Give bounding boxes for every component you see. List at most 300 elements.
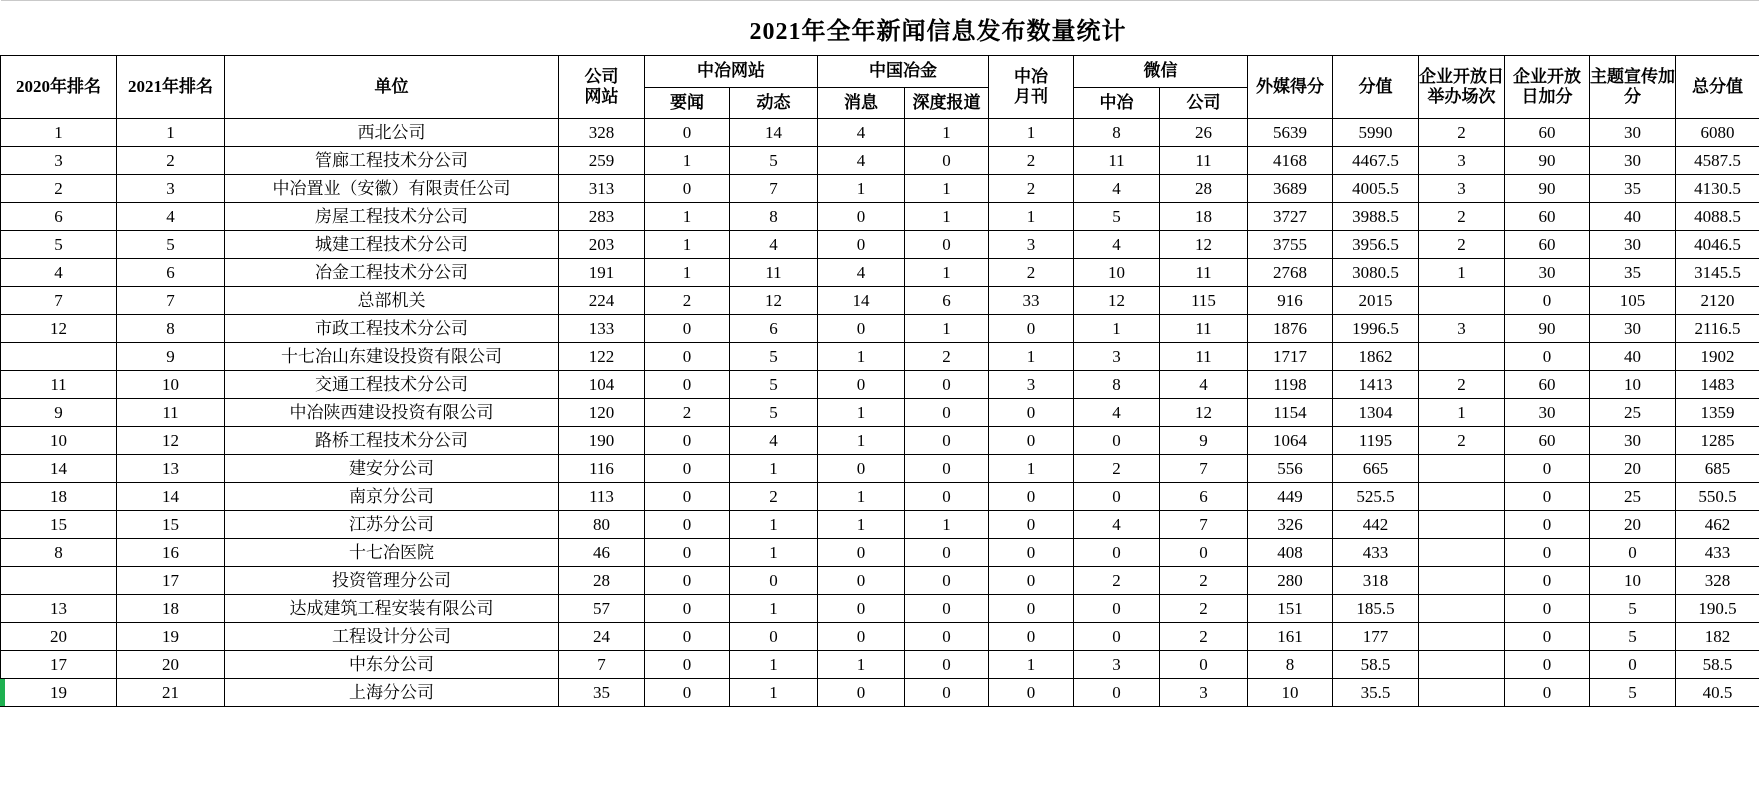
cell-xiaoxi[interactable]: 0 (818, 371, 905, 399)
cell-rank_2021[interactable]: 4 (117, 203, 225, 231)
cell-total[interactable]: 2116.5 (1676, 315, 1759, 343)
cell-open_day_bonus[interactable]: 0 (1505, 287, 1590, 315)
cell-yaowen[interactable]: 0 (645, 315, 730, 343)
cell-rank_2020[interactable]: 4 (1, 259, 117, 287)
cell-open_day_bonus[interactable]: 0 (1505, 623, 1590, 651)
cell-company_website[interactable]: 46 (559, 539, 645, 567)
cell-company_website[interactable]: 328 (559, 119, 645, 147)
cell-score[interactable]: 1304 (1333, 399, 1419, 427)
cell-wechat_company[interactable]: 2 (1160, 567, 1248, 595)
cell-total[interactable]: 550.5 (1676, 483, 1759, 511)
cell-xiaoxi[interactable]: 0 (818, 455, 905, 483)
cell-dongtai[interactable]: 4 (730, 231, 818, 259)
cell-total[interactable]: 182 (1676, 623, 1759, 651)
cell-wechat_mcc[interactable]: 4 (1074, 231, 1160, 259)
cell-open_day_sessions[interactable] (1419, 623, 1505, 651)
cell-shendu[interactable]: 0 (905, 231, 989, 259)
cell-total[interactable]: 2120 (1676, 287, 1759, 315)
cell-unit[interactable]: 总部机关 (225, 287, 559, 315)
cell-total[interactable]: 1483 (1676, 371, 1759, 399)
cell-open_day_sessions[interactable] (1419, 287, 1505, 315)
cell-xiaoxi[interactable]: 1 (818, 483, 905, 511)
cell-unit[interactable]: 上海分公司 (225, 679, 559, 707)
cell-foreign_media[interactable]: 1717 (1248, 343, 1333, 371)
cell-theme_bonus[interactable]: 0 (1590, 651, 1676, 679)
cell-rank_2020[interactable]: 6 (1, 203, 117, 231)
cell-xiaoxi[interactable]: 1 (818, 175, 905, 203)
cell-score[interactable]: 4005.5 (1333, 175, 1419, 203)
cell-open_day_bonus[interactable]: 60 (1505, 427, 1590, 455)
cell-company_website[interactable]: 24 (559, 623, 645, 651)
cell-xiaoxi[interactable]: 0 (818, 203, 905, 231)
cell-monthly[interactable]: 0 (989, 567, 1074, 595)
cell-score[interactable]: 525.5 (1333, 483, 1419, 511)
cell-theme_bonus[interactable]: 35 (1590, 175, 1676, 203)
cell-wechat_mcc[interactable]: 0 (1074, 623, 1160, 651)
cell-theme_bonus[interactable]: 5 (1590, 679, 1676, 707)
cell-monthly[interactable]: 3 (989, 231, 1074, 259)
cell-total[interactable]: 190.5 (1676, 595, 1759, 623)
header-shendu-baodao[interactable]: 深度报道 (905, 88, 989, 119)
cell-xiaoxi[interactable]: 4 (818, 259, 905, 287)
cell-monthly[interactable]: 0 (989, 595, 1074, 623)
cell-dongtai[interactable]: 8 (730, 203, 818, 231)
cell-open_day_sessions[interactable]: 1 (1419, 399, 1505, 427)
cell-foreign_media[interactable]: 3727 (1248, 203, 1333, 231)
cell-unit[interactable]: 建安分公司 (225, 455, 559, 483)
cell-total[interactable]: 433 (1676, 539, 1759, 567)
cell-company_website[interactable]: 191 (559, 259, 645, 287)
cell-score[interactable]: 433 (1333, 539, 1419, 567)
cell-unit[interactable]: 冶金工程技术分公司 (225, 259, 559, 287)
cell-xiaoxi[interactable]: 0 (818, 679, 905, 707)
cell-score[interactable]: 3080.5 (1333, 259, 1419, 287)
cell-yaowen[interactable]: 0 (645, 175, 730, 203)
cell-foreign_media[interactable]: 1154 (1248, 399, 1333, 427)
cell-wechat_company[interactable]: 6 (1160, 483, 1248, 511)
cell-total[interactable]: 40.5 (1676, 679, 1759, 707)
cell-open_day_sessions[interactable]: 3 (1419, 147, 1505, 175)
cell-rank_2020[interactable] (1, 567, 117, 595)
cell-wechat_mcc[interactable]: 12 (1074, 287, 1160, 315)
cell-monthly[interactable]: 1 (989, 203, 1074, 231)
cell-theme_bonus[interactable]: 35 (1590, 259, 1676, 287)
cell-xiaoxi[interactable]: 1 (818, 399, 905, 427)
cell-open_day_bonus[interactable]: 90 (1505, 175, 1590, 203)
cell-total[interactable]: 3145.5 (1676, 259, 1759, 287)
cell-unit[interactable]: 十七冶医院 (225, 539, 559, 567)
cell-unit[interactable]: 十七冶山东建设投资有限公司 (225, 343, 559, 371)
cell-shendu[interactable]: 0 (905, 371, 989, 399)
cell-open_day_sessions[interactable]: 2 (1419, 371, 1505, 399)
cell-rank_2021[interactable]: 17 (117, 567, 225, 595)
cell-monthly[interactable]: 3 (989, 371, 1074, 399)
cell-total[interactable]: 4587.5 (1676, 147, 1759, 175)
cell-dongtai[interactable]: 5 (730, 371, 818, 399)
cell-rank_2021[interactable]: 9 (117, 343, 225, 371)
cell-wechat_company[interactable]: 28 (1160, 175, 1248, 203)
cell-yaowen[interactable]: 0 (645, 567, 730, 595)
cell-yaowen[interactable]: 0 (645, 343, 730, 371)
cell-rank_2020[interactable]: 1 (1, 119, 117, 147)
cell-wechat_company[interactable]: 26 (1160, 119, 1248, 147)
cell-company_website[interactable]: 116 (559, 455, 645, 483)
cell-theme_bonus[interactable]: 25 (1590, 483, 1676, 511)
cell-open_day_bonus[interactable]: 0 (1505, 483, 1590, 511)
cell-unit[interactable]: 市政工程技术分公司 (225, 315, 559, 343)
cell-xiaoxi[interactable]: 14 (818, 287, 905, 315)
cell-monthly[interactable]: 2 (989, 147, 1074, 175)
cell-theme_bonus[interactable]: 20 (1590, 511, 1676, 539)
cell-open_day_sessions[interactable] (1419, 455, 1505, 483)
cell-theme_bonus[interactable]: 40 (1590, 203, 1676, 231)
cell-score[interactable]: 5990 (1333, 119, 1419, 147)
cell-dongtai[interactable]: 5 (730, 147, 818, 175)
cell-foreign_media[interactable]: 4168 (1248, 147, 1333, 175)
header-group-wechat[interactable]: 微信 (1074, 56, 1248, 88)
cell-company_website[interactable]: 28 (559, 567, 645, 595)
cell-rank_2020[interactable]: 9 (1, 399, 117, 427)
cell-shendu[interactable]: 0 (905, 399, 989, 427)
cell-wechat_company[interactable]: 9 (1160, 427, 1248, 455)
cell-wechat_company[interactable]: 115 (1160, 287, 1248, 315)
cell-shendu[interactable]: 1 (905, 203, 989, 231)
cell-shendu[interactable]: 0 (905, 427, 989, 455)
cell-score[interactable]: 58.5 (1333, 651, 1419, 679)
cell-wechat_company[interactable]: 11 (1160, 343, 1248, 371)
cell-total[interactable]: 1902 (1676, 343, 1759, 371)
cell-monthly[interactable]: 0 (989, 511, 1074, 539)
cell-monthly[interactable]: 0 (989, 539, 1074, 567)
header-theme-bonus[interactable]: 主题宣传加分 (1590, 56, 1676, 119)
cell-foreign_media[interactable]: 326 (1248, 511, 1333, 539)
cell-wechat_mcc[interactable]: 5 (1074, 203, 1160, 231)
header-wechat-mcc[interactable]: 中冶 (1074, 88, 1160, 119)
cell-open_day_bonus[interactable]: 0 (1505, 679, 1590, 707)
cell-wechat_mcc[interactable]: 2 (1074, 567, 1160, 595)
cell-score[interactable]: 177 (1333, 623, 1419, 651)
cell-open_day_sessions[interactable] (1419, 511, 1505, 539)
cell-dongtai[interactable]: 14 (730, 119, 818, 147)
cell-dongtai[interactable]: 2 (730, 483, 818, 511)
table-title[interactable]: 2021年全年新闻信息发布数量统计 (117, 1, 1759, 56)
cell-foreign_media[interactable]: 8 (1248, 651, 1333, 679)
cell-rank_2021[interactable]: 10 (117, 371, 225, 399)
cell-foreign_media[interactable]: 10 (1248, 679, 1333, 707)
cell-yaowen[interactable]: 1 (645, 203, 730, 231)
empty-corner-cell[interactable] (1, 1, 117, 56)
cell-wechat_mcc[interactable]: 11 (1074, 147, 1160, 175)
cell-wechat_mcc[interactable]: 0 (1074, 595, 1160, 623)
cell-yaowen[interactable]: 1 (645, 147, 730, 175)
cell-monthly[interactable]: 0 (989, 679, 1074, 707)
cell-total[interactable]: 4088.5 (1676, 203, 1759, 231)
cell-score[interactable]: 318 (1333, 567, 1419, 595)
cell-rank_2020[interactable]: 11 (1, 371, 117, 399)
cell-monthly[interactable]: 1 (989, 119, 1074, 147)
cell-unit[interactable]: 房屋工程技术分公司 (225, 203, 559, 231)
cell-open_day_bonus[interactable]: 0 (1505, 651, 1590, 679)
cell-unit[interactable]: 工程设计分公司 (225, 623, 559, 651)
cell-wechat_mcc[interactable]: 8 (1074, 371, 1160, 399)
cell-wechat_company[interactable]: 11 (1160, 147, 1248, 175)
cell-open_day_bonus[interactable]: 0 (1505, 567, 1590, 595)
cell-company_website[interactable]: 80 (559, 511, 645, 539)
cell-unit[interactable]: 交通工程技术分公司 (225, 371, 559, 399)
cell-yaowen[interactable]: 1 (645, 231, 730, 259)
cell-wechat_mcc[interactable]: 4 (1074, 511, 1160, 539)
cell-monthly[interactable]: 1 (989, 455, 1074, 483)
cell-shendu[interactable]: 1 (905, 315, 989, 343)
cell-theme_bonus[interactable]: 30 (1590, 427, 1676, 455)
cell-score[interactable]: 1862 (1333, 343, 1419, 371)
header-foreign-media-score[interactable]: 外媒得分 (1248, 56, 1333, 119)
cell-company_website[interactable]: 120 (559, 399, 645, 427)
cell-monthly[interactable]: 0 (989, 427, 1074, 455)
cell-yaowen[interactable]: 0 (645, 623, 730, 651)
cell-rank_2021[interactable]: 14 (117, 483, 225, 511)
cell-yaowen[interactable]: 2 (645, 287, 730, 315)
cell-theme_bonus[interactable]: 25 (1590, 399, 1676, 427)
cell-foreign_media[interactable]: 916 (1248, 287, 1333, 315)
cell-rank_2020[interactable]: 19 (1, 679, 117, 707)
cell-yaowen[interactable]: 0 (645, 511, 730, 539)
header-open-day-sessions[interactable]: 企业开放日举办场次 (1419, 56, 1505, 119)
cell-theme_bonus[interactable]: 10 (1590, 567, 1676, 595)
cell-open_day_bonus[interactable]: 30 (1505, 259, 1590, 287)
cell-unit[interactable]: 南京分公司 (225, 483, 559, 511)
cell-dongtai[interactable]: 11 (730, 259, 818, 287)
cell-company_website[interactable]: 203 (559, 231, 645, 259)
cell-rank_2021[interactable]: 12 (117, 427, 225, 455)
cell-score[interactable]: 3956.5 (1333, 231, 1419, 259)
cell-rank_2021[interactable]: 19 (117, 623, 225, 651)
cell-open_day_bonus[interactable]: 90 (1505, 147, 1590, 175)
cell-wechat_mcc[interactable]: 0 (1074, 427, 1160, 455)
cell-rank_2021[interactable]: 15 (117, 511, 225, 539)
cell-shendu[interactable]: 0 (905, 483, 989, 511)
cell-open_day_bonus[interactable]: 30 (1505, 399, 1590, 427)
cell-yaowen[interactable]: 0 (645, 371, 730, 399)
cell-rank_2021[interactable]: 16 (117, 539, 225, 567)
cell-rank_2020[interactable]: 15 (1, 511, 117, 539)
cell-total[interactable]: 328 (1676, 567, 1759, 595)
cell-theme_bonus[interactable]: 30 (1590, 231, 1676, 259)
cell-xiaoxi[interactable]: 0 (818, 567, 905, 595)
cell-rank_2021[interactable]: 1 (117, 119, 225, 147)
cell-dongtai[interactable]: 1 (730, 595, 818, 623)
cell-dongtai[interactable]: 12 (730, 287, 818, 315)
cell-rank_2021[interactable]: 8 (117, 315, 225, 343)
cell-rank_2021[interactable]: 3 (117, 175, 225, 203)
cell-company_website[interactable]: 190 (559, 427, 645, 455)
cell-company_website[interactable]: 104 (559, 371, 645, 399)
cell-score[interactable]: 35.5 (1333, 679, 1419, 707)
cell-wechat_mcc[interactable]: 2 (1074, 455, 1160, 483)
cell-shendu[interactable]: 0 (905, 539, 989, 567)
cell-rank_2020[interactable]: 14 (1, 455, 117, 483)
cell-company_website[interactable]: 283 (559, 203, 645, 231)
cell-wechat_company[interactable]: 11 (1160, 315, 1248, 343)
cell-rank_2020[interactable] (1, 343, 117, 371)
cell-unit[interactable]: 中冶陕西建设投资有限公司 (225, 399, 559, 427)
cell-rank_2020[interactable]: 8 (1, 539, 117, 567)
cell-company_website[interactable]: 122 (559, 343, 645, 371)
cell-company_website[interactable]: 113 (559, 483, 645, 511)
header-group-mcc-website[interactable]: 中冶网站 (645, 56, 818, 88)
cell-monthly[interactable]: 2 (989, 175, 1074, 203)
cell-shendu[interactable]: 1 (905, 259, 989, 287)
cell-open_day_bonus[interactable]: 0 (1505, 343, 1590, 371)
cell-xiaoxi[interactable]: 0 (818, 623, 905, 651)
cell-score[interactable]: 1996.5 (1333, 315, 1419, 343)
cell-foreign_media[interactable]: 449 (1248, 483, 1333, 511)
cell-wechat_mcc[interactable]: 4 (1074, 175, 1160, 203)
cell-dongtai[interactable]: 1 (730, 511, 818, 539)
cell-yaowen[interactable]: 0 (645, 595, 730, 623)
cell-unit[interactable]: 管廊工程技术分公司 (225, 147, 559, 175)
cell-rank_2020[interactable]: 7 (1, 287, 117, 315)
cell-rank_2021[interactable]: 13 (117, 455, 225, 483)
cell-foreign_media[interactable]: 161 (1248, 623, 1333, 651)
cell-xiaoxi[interactable]: 1 (818, 651, 905, 679)
cell-open_day_bonus[interactable]: 0 (1505, 539, 1590, 567)
cell-open_day_sessions[interactable] (1419, 343, 1505, 371)
cell-total[interactable]: 1285 (1676, 427, 1759, 455)
cell-dongtai[interactable]: 0 (730, 567, 818, 595)
cell-rank_2020[interactable]: 10 (1, 427, 117, 455)
cell-shendu[interactable]: 2 (905, 343, 989, 371)
header-open-day-bonus[interactable]: 企业开放日加分 (1505, 56, 1590, 119)
cell-open_day_sessions[interactable] (1419, 567, 1505, 595)
cell-total[interactable]: 685 (1676, 455, 1759, 483)
cell-yaowen[interactable]: 0 (645, 119, 730, 147)
cell-open_day_sessions[interactable]: 3 (1419, 175, 1505, 203)
cell-yaowen[interactable]: 2 (645, 399, 730, 427)
cell-score[interactable]: 665 (1333, 455, 1419, 483)
cell-yaowen[interactable]: 0 (645, 427, 730, 455)
cell-wechat_company[interactable]: 7 (1160, 455, 1248, 483)
cell-rank_2020[interactable]: 17 (1, 651, 117, 679)
cell-monthly[interactable]: 0 (989, 399, 1074, 427)
cell-unit[interactable]: 达成建筑工程安装有限公司 (225, 595, 559, 623)
cell-yaowen[interactable]: 0 (645, 679, 730, 707)
cell-wechat_mcc[interactable]: 3 (1074, 651, 1160, 679)
cell-rank_2021[interactable]: 6 (117, 259, 225, 287)
cell-wechat_mcc[interactable]: 10 (1074, 259, 1160, 287)
cell-dongtai[interactable]: 6 (730, 315, 818, 343)
cell-total[interactable]: 58.5 (1676, 651, 1759, 679)
cell-theme_bonus[interactable]: 5 (1590, 595, 1676, 623)
cell-yaowen[interactable]: 0 (645, 651, 730, 679)
cell-foreign_media[interactable]: 1064 (1248, 427, 1333, 455)
header-total-score[interactable]: 总分值 (1676, 56, 1759, 119)
cell-foreign_media[interactable]: 151 (1248, 595, 1333, 623)
cell-open_day_sessions[interactable]: 3 (1419, 315, 1505, 343)
cell-wechat_company[interactable]: 12 (1160, 399, 1248, 427)
cell-wechat_company[interactable]: 4 (1160, 371, 1248, 399)
cell-shendu[interactable]: 6 (905, 287, 989, 315)
cell-open_day_sessions[interactable] (1419, 651, 1505, 679)
cell-theme_bonus[interactable]: 40 (1590, 343, 1676, 371)
cell-score[interactable]: 4467.5 (1333, 147, 1419, 175)
cell-shendu[interactable]: 0 (905, 679, 989, 707)
cell-wechat_company[interactable]: 2 (1160, 623, 1248, 651)
cell-open_day_bonus[interactable]: 60 (1505, 203, 1590, 231)
cell-open_day_sessions[interactable]: 2 (1419, 119, 1505, 147)
cell-shendu[interactable]: 0 (905, 651, 989, 679)
cell-xiaoxi[interactable]: 1 (818, 427, 905, 455)
cell-rank_2021[interactable]: 5 (117, 231, 225, 259)
cell-company_website[interactable]: 57 (559, 595, 645, 623)
cell-xiaoxi[interactable]: 4 (818, 119, 905, 147)
cell-dongtai[interactable]: 1 (730, 679, 818, 707)
cell-shendu[interactable]: 1 (905, 175, 989, 203)
cell-company_website[interactable]: 259 (559, 147, 645, 175)
cell-rank_2021[interactable]: 2 (117, 147, 225, 175)
cell-foreign_media[interactable]: 1876 (1248, 315, 1333, 343)
cell-wechat_mcc[interactable]: 3 (1074, 343, 1160, 371)
cell-open_day_bonus[interactable]: 0 (1505, 595, 1590, 623)
header-xiaoxi[interactable]: 消息 (818, 88, 905, 119)
cell-score[interactable]: 2015 (1333, 287, 1419, 315)
cell-dongtai[interactable]: 1 (730, 651, 818, 679)
cell-unit[interactable]: 中东分公司 (225, 651, 559, 679)
cell-yaowen[interactable]: 0 (645, 539, 730, 567)
cell-monthly[interactable]: 1 (989, 343, 1074, 371)
cell-theme_bonus[interactable]: 20 (1590, 455, 1676, 483)
cell-theme_bonus[interactable]: 10 (1590, 371, 1676, 399)
cell-rank_2021[interactable]: 21 (117, 679, 225, 707)
cell-foreign_media[interactable]: 408 (1248, 539, 1333, 567)
cell-rank_2020[interactable]: 20 (1, 623, 117, 651)
cell-monthly[interactable]: 0 (989, 315, 1074, 343)
cell-open_day_sessions[interactable]: 1 (1419, 259, 1505, 287)
cell-dongtai[interactable]: 5 (730, 343, 818, 371)
cell-open_day_bonus[interactable]: 0 (1505, 455, 1590, 483)
cell-unit[interactable]: 中冶置业（安徽）有限责任公司 (225, 175, 559, 203)
cell-shendu[interactable]: 0 (905, 623, 989, 651)
cell-wechat_mcc[interactable]: 0 (1074, 539, 1160, 567)
cell-rank_2020[interactable]: 13 (1, 595, 117, 623)
cell-total[interactable]: 4046.5 (1676, 231, 1759, 259)
cell-total[interactable]: 4130.5 (1676, 175, 1759, 203)
cell-score[interactable]: 1413 (1333, 371, 1419, 399)
header-company-website[interactable]: 公司网站 (559, 56, 645, 119)
cell-theme_bonus[interactable]: 0 (1590, 539, 1676, 567)
cell-rank_2020[interactable]: 5 (1, 231, 117, 259)
cell-shendu[interactable]: 1 (905, 511, 989, 539)
cell-rank_2020[interactable]: 3 (1, 147, 117, 175)
cell-total[interactable]: 6080 (1676, 119, 1759, 147)
cell-foreign_media[interactable]: 5639 (1248, 119, 1333, 147)
cell-shendu[interactable]: 0 (905, 595, 989, 623)
header-dongtai[interactable]: 动态 (730, 88, 818, 119)
cell-rank_2021[interactable]: 20 (117, 651, 225, 679)
cell-yaowen[interactable]: 0 (645, 455, 730, 483)
cell-unit[interactable]: 西北公司 (225, 119, 559, 147)
cell-open_day_bonus[interactable]: 0 (1505, 511, 1590, 539)
cell-total[interactable]: 1359 (1676, 399, 1759, 427)
cell-score[interactable]: 442 (1333, 511, 1419, 539)
cell-open_day_sessions[interactable]: 2 (1419, 231, 1505, 259)
header-rank-2020[interactable]: 2020年排名 (1, 56, 117, 119)
cell-theme_bonus[interactable]: 30 (1590, 315, 1676, 343)
cell-xiaoxi[interactable]: 1 (818, 343, 905, 371)
cell-wechat_mcc[interactable]: 0 (1074, 483, 1160, 511)
header-group-china-metallurgy[interactable]: 中国冶金 (818, 56, 989, 88)
cell-open_day_sessions[interactable]: 2 (1419, 427, 1505, 455)
